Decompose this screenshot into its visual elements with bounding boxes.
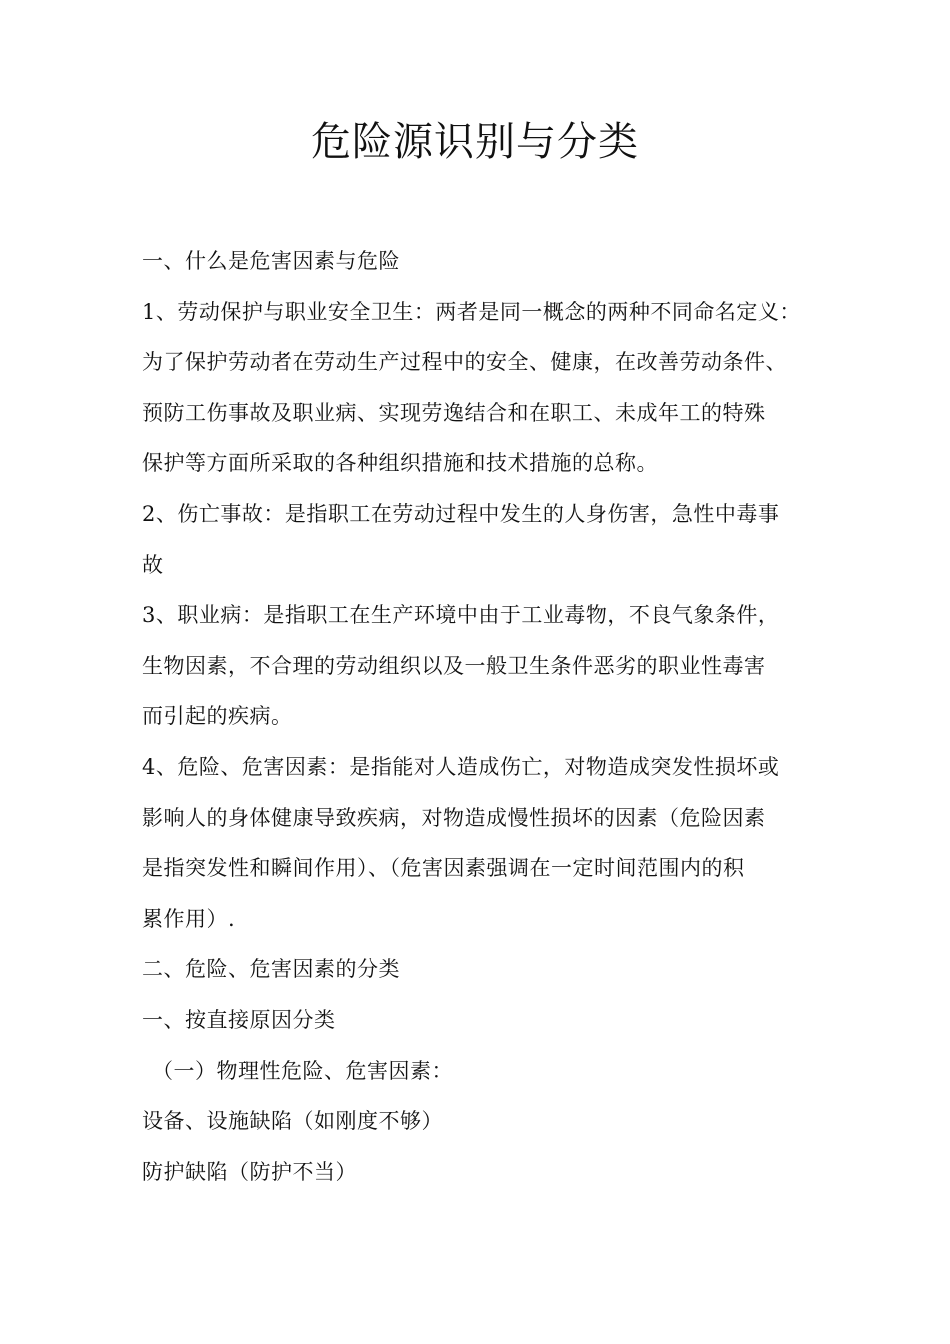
- paragraph-line: 预防工伤事故及职业病、实现劳逸结合和在职工、未成年工的特殊: [142, 400, 766, 425]
- paragraph-line: 故: [142, 552, 164, 577]
- paragraph-line: 保护等方面所采取的各种组织措施和技术措施的总称。: [142, 451, 658, 476]
- paragraph-line: 1、劳动保护与职业安全卫生：两者是同一概念的两种不同命名定义：: [142, 299, 801, 324]
- paragraph-line: 3、职业病：是指职工在生产环境中由于工业毒物，不良气象条件，: [142, 603, 780, 628]
- paragraph-line: 累作用）.: [142, 906, 236, 931]
- section-heading: 二、危险、危害因素的分类: [142, 957, 400, 982]
- document-body: [142, 236, 818, 1197]
- paragraph-line: 是指突发性和瞬间作用）、（危害因素强调在一定时间范围内的积: [142, 856, 745, 881]
- subsection-heading: （一）物理性危险、危害因素：: [152, 1058, 453, 1083]
- paragraph-line: 生物因素，不合理的劳动组织以及一般卫生条件恶劣的职业性毒害: [142, 653, 766, 678]
- list-item: 设备、设施缺陷（如刚度不够）: [142, 1109, 443, 1134]
- paragraph-line: 为了保护劳动者在劳动生产过程中的安全、健康，在改善劳动条件、: [142, 350, 787, 375]
- document-title: 危险源识别与分类: [311, 119, 639, 165]
- paragraph-line: 4、危险、危害因素：是指能对人造成伤亡，对物造成突发性损坏或: [142, 754, 780, 779]
- subsection-heading: 一、按直接原因分类: [142, 1007, 336, 1032]
- paragraph-line: 而引起的疾病。: [142, 704, 293, 729]
- paragraph-line: 影响人的身体健康导致疾病，对物造成慢性损坏的因素（危险因素: [142, 805, 766, 830]
- paragraph-line: 2、伤亡事故：是指职工在劳动过程中发生的人身伤害，急性中毒事: [142, 501, 780, 526]
- section-heading: 一、什么是危害因素与危险: [142, 249, 400, 273]
- list-item: 防护缺陷（防护不当）: [142, 1159, 357, 1184]
